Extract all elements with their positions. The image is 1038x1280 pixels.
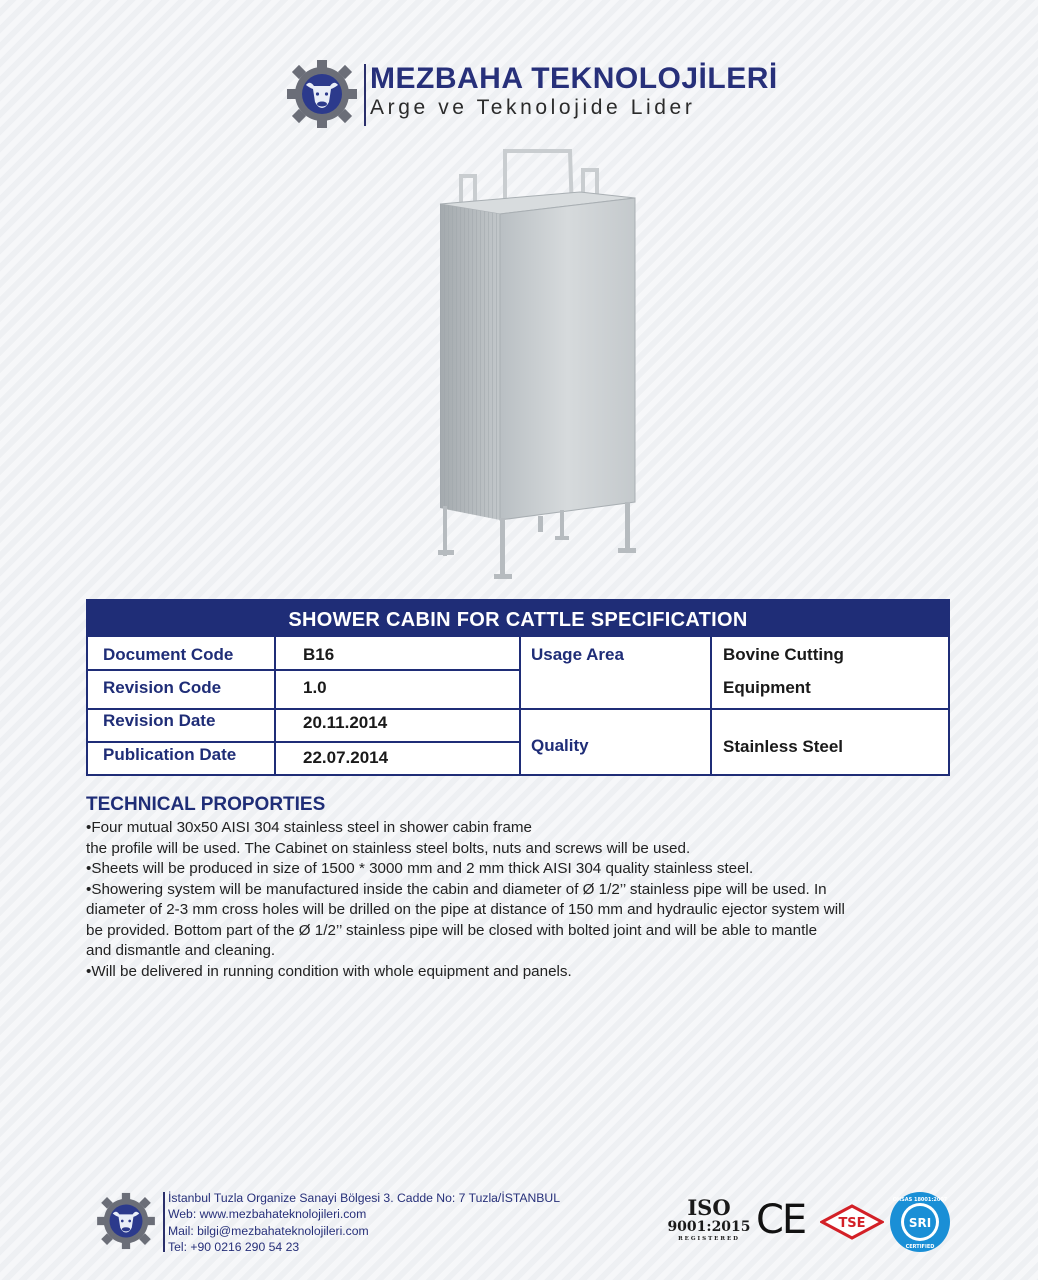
technical-body [86, 818, 954, 982]
sri-certified-icon [888, 1190, 952, 1254]
revision-date-label: Revision Date [103, 711, 216, 730]
grid-line [710, 637, 712, 776]
revision-code-label: Revision Code [103, 678, 222, 697]
iso-number: 9001:2015 [667, 1219, 751, 1235]
spec-table [86, 599, 950, 776]
document-code-label: Document Code [103, 645, 234, 664]
revision-date-value: 20.11.2014 [303, 713, 388, 732]
footer-address: İstanbul Tuzla Organize Sanayi Bölgesi 3. Cadde No: 7 Tuzla/İSTANBUL [168, 1191, 561, 1205]
sri-ring-bottom: CERTIFIED [905, 1244, 935, 1250]
usage-area-value-line2: Equipment [723, 678, 811, 697]
iso-label: ISO [687, 1195, 731, 1220]
logo-divider [364, 64, 366, 126]
grid-line [519, 637, 521, 776]
grid-line [88, 741, 519, 743]
quality-value: Stainless Steel [723, 737, 844, 756]
publication-date-label: Publication Date [103, 745, 237, 764]
spec-table-title: SHOWER CABIN FOR CATTLE SPECIFICATION [88, 601, 948, 637]
footer-mail-link[interactable]: Mail: bilgi@mezbahateknolojileri.com [168, 1223, 369, 1238]
technical-line: the profile will be used. The Cabinet on stainless steel bolts, nuts and screws will be used. [86, 839, 691, 857]
usage-area-label: Usage Area [531, 645, 624, 664]
technical-line: •Sheets will be produced in size of 1500 * 3000 mm and 2 mm thick AISI 304 quality stainless steel. [86, 860, 754, 877]
footer-tel: Tel: +90 0216 290 54 23 [168, 1239, 300, 1254]
technical-line: •Four mutual 30x50 AISI 304 stainless steel in shower cabin frame [86, 819, 532, 836]
header [282, 56, 778, 132]
iso-badge [666, 1197, 752, 1243]
brand-title: MEZBAHA TEKNOLOJİLERİ [370, 62, 778, 95]
sri-mark-text: SRI [908, 1216, 932, 1230]
certifications [666, 1194, 956, 1254]
grid-line [274, 637, 276, 776]
grid-line [88, 708, 948, 710]
usage-area-value-line1: Bovine Cutting [723, 645, 844, 664]
sri-ring-top: OHSAS 18001:2007 [892, 1197, 948, 1203]
publication-date-value: 22.07.2014 [303, 748, 389, 767]
technical-line: •Showering system will be manufactured inside the cabin and diameter of Ø 1/2’’ stainless pipe will be used. In [86, 880, 827, 898]
technical-line: be provided. Bottom part of the Ø 1/2’’ stainless pipe will be closed with bolted joint and will be able to mantle [86, 921, 818, 939]
footer-contact [168, 1190, 560, 1255]
brand-subtitle: Arge ve Teknolojide Lider [370, 96, 696, 119]
tse-mark-text: TSE [838, 1216, 866, 1231]
tse-mark-icon [820, 1204, 884, 1240]
company-logo-gear-icon [282, 58, 362, 130]
ce-mark: CE [756, 1197, 806, 1243]
footer-logo-gear-icon [93, 1190, 159, 1252]
technical-line: diameter of 2-3 mm cross holes will be drilled on the pipe at distance of 150 mm and hydraulic ejector system will [86, 901, 845, 918]
footer-divider [163, 1192, 165, 1252]
document-code-value: B16 [303, 645, 335, 664]
iso-registered: REGISTERED [678, 1236, 740, 1242]
technical-heading: TECHNICAL PROPORTIES [86, 794, 326, 815]
revision-code-value: 1.0 [303, 678, 327, 697]
technical-line: and dismantle and cleaning. [86, 942, 276, 959]
shower-cabin-image [420, 146, 650, 592]
quality-label: Quality [531, 736, 589, 755]
grid-line [88, 669, 519, 671]
technical-line: •Will be delivered in running condition with whole equipment and panels. [86, 962, 572, 980]
footer-web-link[interactable]: Web: www.mezbahateknolojileri.com [168, 1207, 367, 1222]
